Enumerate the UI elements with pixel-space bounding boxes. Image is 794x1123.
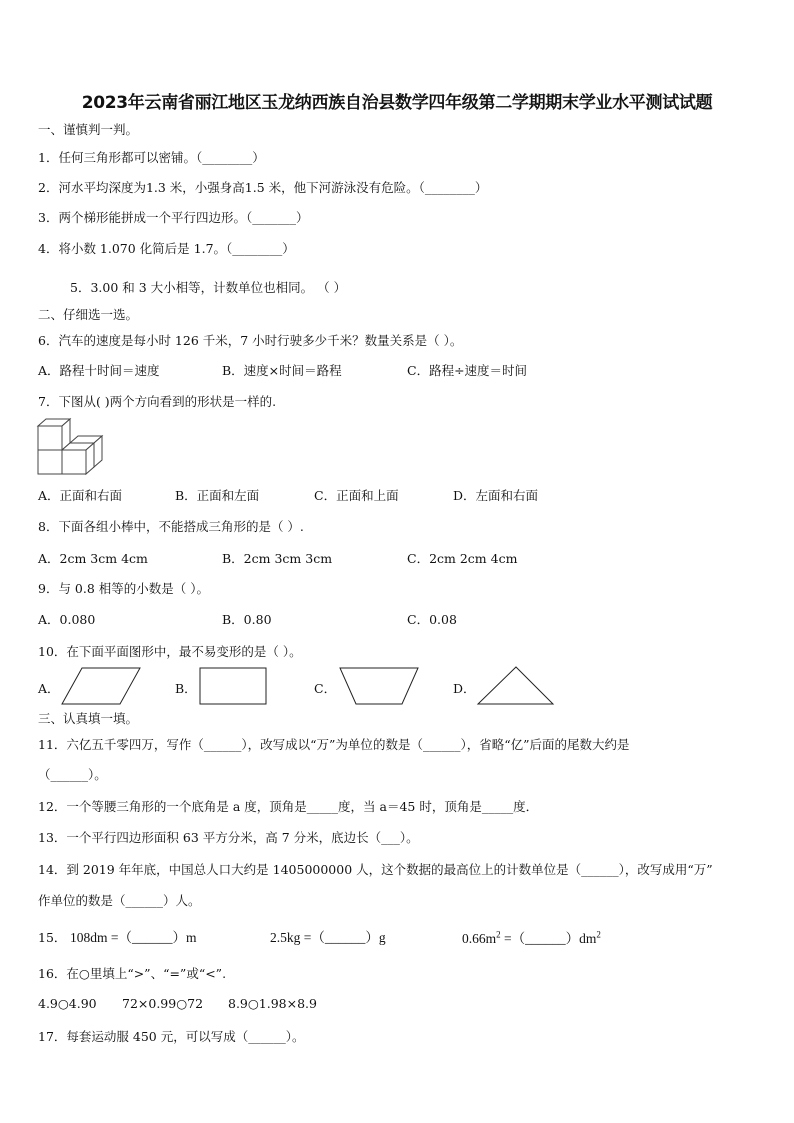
trapezoid-shape (338, 666, 422, 706)
question-16: 16．在○里填上“>”、“=”或“<”. (38, 966, 227, 981)
question-6-option-b: B．速度×时间＝路程 (222, 363, 342, 378)
question-14: 14．到 2019 年年底，中国总人口大约是 1405000000 人，这个数据的最高位上的计数单位是（______），改写成用“万” (38, 862, 713, 877)
parallelogram-shape (60, 666, 144, 706)
cube-stack-figure (36, 416, 108, 478)
question-16-part-b: 72×0.99○72 (122, 996, 204, 1011)
question-3: 3．两个梯形能拼成一个平行四边形。（_______） (38, 210, 309, 225)
section-3-heading: 三、认真填一填。 (38, 711, 139, 726)
page-title: 2023年云南省丽江地区玉龙纳西族自治县数学四年级第二学期期末学业水平测试试题 (81, 93, 713, 113)
question-15-part-a: 108dm =（______）m (70, 930, 197, 945)
question-10-option-d-label: D． (453, 681, 476, 696)
question-13: 13．一个平行四边形面积 63 平方分米，高 7 分米，底边长（___）。 (38, 830, 419, 845)
question-5: 5．3.00 和 3 大小相等，计数单位也相同。 （ ） (70, 280, 347, 295)
question-9-option-b: B．0.80 (222, 612, 272, 627)
question-1: 1．任何三角形都可以密铺。（________） (38, 150, 265, 165)
question-9: 9．与 0.8 相等的小数是（ ）。 (38, 581, 210, 596)
question-16-part-a: 4.9○4.90 (38, 996, 97, 1011)
question-10-option-b-label: B． (175, 681, 197, 696)
question-15-number: 15． (38, 930, 67, 945)
question-8-option-a: A．2cm 3cm 4cm (38, 551, 148, 566)
question-17: 17．每套运动服 450 元，可以写成（______）。 (38, 1029, 305, 1044)
question-7: 7．下图从( )两个方向看到的形状是一样的. (38, 394, 277, 409)
question-15-part-b: 2.5kg =（______）g (270, 930, 386, 945)
question-8: 8．下面各组小棒中，不能搭成三角形的是（ ）. (38, 519, 304, 534)
section-1-heading: 一、谨慎判一判。 (38, 122, 139, 137)
question-15-part-c-value: 0.66m (462, 931, 497, 946)
question-15-part-c-exponent: 2 (496, 929, 501, 940)
question-8-option-b: B．2cm 3cm 3cm (222, 551, 333, 566)
triangle-shape (476, 665, 556, 707)
question-4: 4．将小数 1.070 化简后是 1.7。（________） (38, 241, 295, 256)
question-2: 2．河水平均深度为1.3 米，小强身高1.5 米，他下河游泳没有危险。（________） (38, 180, 488, 195)
question-7-option-a: A．正面和右面 (38, 488, 123, 503)
question-15-part-c-unit-exponent: 2 (596, 929, 601, 940)
question-7-option-b: B．正面和左面 (175, 488, 260, 503)
question-11: 11．六亿五千零四万，写作（______），改写成以“万”为单位的数是（______），省略“亿”后面的尾数大约是 (38, 737, 630, 752)
question-16-part-c: 8.9○1.98×8.9 (228, 996, 317, 1011)
question-10-option-a-label: A． (38, 681, 60, 696)
question-15-part-c (462, 927, 601, 947)
question-7-option-c: C．正面和上面 (314, 488, 399, 503)
question-7-option-d: D．左面和右面 (453, 488, 539, 503)
question-6: 6．汽车的速度是每小时 126 千米，7 小时行驶多少千米？数量关系是（ ）。 (38, 333, 463, 348)
question-6-option-c: C．路程÷速度＝时间 (407, 363, 528, 378)
section-2-heading: 二、仔细选一选。 (38, 307, 139, 322)
question-14-continued: 作单位的数是（______）人。 (38, 893, 201, 908)
question-9-option-a: A．0.080 (38, 612, 96, 627)
question-8-option-c: C．2cm 2cm 4cm (407, 551, 518, 566)
question-12: 12．一个等腰三角形的一个底角是 a 度，顶角是_____度，当 a＝45 时，顶角是_____度． (38, 799, 539, 814)
question-15-part-c-blank: =（______）dm (500, 931, 597, 946)
question-10-option-c-label: C． (314, 681, 337, 696)
question-11-continued: （______）。 (38, 767, 107, 782)
question-9-option-c: C．0.08 (407, 612, 457, 627)
question-6-option-a: A．路程十时间＝速度 (38, 363, 160, 378)
question-10: 10．在下面平面图形中，最不易变形的是（ ）。 (38, 644, 302, 659)
rectangle-shape (198, 666, 270, 706)
